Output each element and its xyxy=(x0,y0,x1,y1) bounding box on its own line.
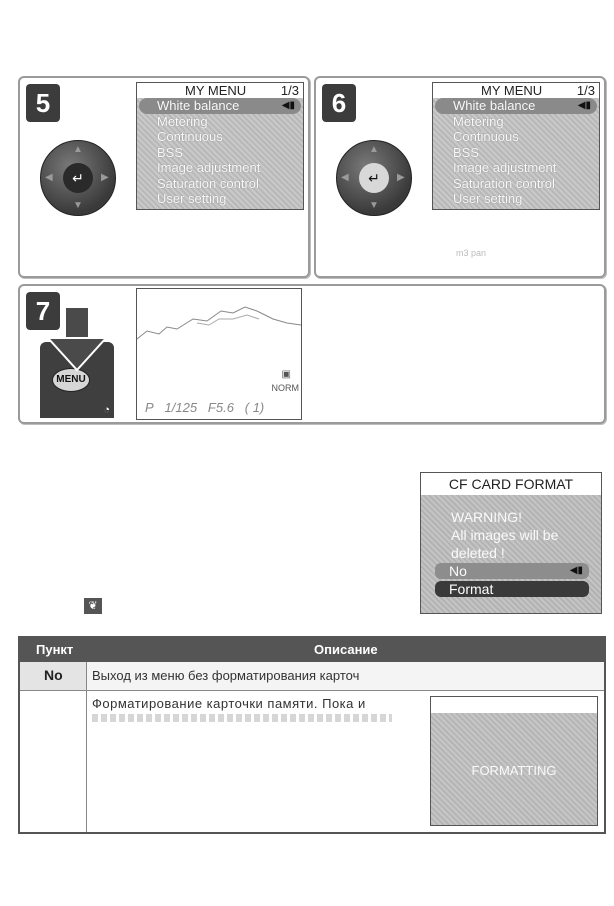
cf-card-format-screen xyxy=(420,472,602,614)
arrow-up-icon: ▲ xyxy=(369,144,379,155)
quality-label: NORM xyxy=(271,383,299,393)
menu-item-selected[interactable]: White balance ◀▮ xyxy=(435,98,597,114)
menu-item[interactable]: Image adjustment xyxy=(157,160,261,175)
format-title: CF CARD FORMAT xyxy=(421,473,601,495)
menu-button[interactable]: MENU xyxy=(52,368,90,392)
warning-line-1: WARNING! xyxy=(451,509,523,525)
menu-item[interactable]: Saturation control xyxy=(453,175,555,191)
multi-selector-dpad[interactable] xyxy=(40,140,116,216)
shutter-speed: 1/125 xyxy=(164,400,198,415)
option-no[interactable]: No ◀▮ xyxy=(435,563,589,579)
self-timer-icon: ◔ xyxy=(103,404,110,416)
arrow-right-icon: ▶ xyxy=(101,172,109,183)
step-number-6: 6 xyxy=(322,84,356,122)
enter-icon: ◀▮ xyxy=(569,565,583,576)
monitor-viewfinder xyxy=(136,288,302,420)
menu-item[interactable]: Saturation control xyxy=(157,175,259,191)
step5-panel xyxy=(18,76,310,278)
enter-button-icon[interactable]: ↵ xyxy=(359,163,389,193)
formatting-text: FORMATTING xyxy=(471,763,557,778)
arrow-up-icon: ▲ xyxy=(73,144,83,155)
menu-item[interactable]: Metering xyxy=(157,113,208,129)
step-number-7: 7 xyxy=(26,292,60,330)
formatting-screen xyxy=(430,696,598,826)
shooting-info xyxy=(145,400,264,415)
step7-panel xyxy=(18,284,606,424)
menu-page: 1/3 xyxy=(576,83,595,98)
option-format[interactable]: Format xyxy=(435,581,589,597)
arrow-left-icon: ◀ xyxy=(341,172,349,183)
arrow-down-icon: ▼ xyxy=(73,200,83,211)
options-table xyxy=(18,636,606,834)
header-item: Пункт xyxy=(36,642,74,657)
my-menu-screen xyxy=(432,82,600,210)
arrow-left-icon: ◀ xyxy=(45,172,53,183)
row-divider xyxy=(20,690,604,691)
arrow-right-icon: ▶ xyxy=(397,172,405,183)
header-description: Описание xyxy=(314,642,378,657)
menu-title: MY MENU xyxy=(185,83,247,98)
menu-item[interactable]: Image adjustment xyxy=(453,160,557,175)
row1-description: Выход из меню без форматирования карточ xyxy=(92,668,360,683)
step6-panel xyxy=(314,76,606,278)
table-header xyxy=(20,638,604,662)
my-menu-screen xyxy=(136,82,304,210)
multi-selector-dpad[interactable] xyxy=(336,140,412,216)
menu-item[interactable]: BSS xyxy=(157,144,184,160)
menu-item[interactable]: Metering xyxy=(453,113,504,129)
menu-item[interactable]: User setting xyxy=(453,191,523,206)
enter-icon: ◀▮ xyxy=(577,100,591,111)
row2-description: Форматирование карточки памяти. Пока и xyxy=(92,696,366,711)
menu-item[interactable]: Continuous xyxy=(453,129,519,144)
menu-list xyxy=(433,98,599,209)
menu-item[interactable]: User setting xyxy=(157,191,227,206)
menu-title: MY MENU xyxy=(481,83,543,98)
menu-page: 1/3 xyxy=(280,83,299,98)
menu-list xyxy=(137,98,303,209)
menu-item-selected[interactable]: White balance ◀▮ xyxy=(139,98,301,114)
menu-item[interactable]: Continuous xyxy=(157,129,223,144)
card-icon: ▣ xyxy=(281,369,291,380)
step-number-5: 5 xyxy=(26,84,60,122)
aperture: F5.6 xyxy=(207,400,234,415)
exposure-mode: P xyxy=(145,400,154,415)
frames-remaining: ( 1) xyxy=(244,400,265,415)
menu-item[interactable]: BSS xyxy=(453,144,480,160)
note-icon: ❦ xyxy=(84,598,102,614)
arrow-down-icon: ▼ xyxy=(369,200,379,211)
row1-item: No xyxy=(44,667,63,683)
enter-icon: ◀▮ xyxy=(281,100,295,111)
press-arrow-icon xyxy=(42,308,112,378)
warning-line-2: All images will be xyxy=(451,527,559,543)
faint-caption: m3 pan xyxy=(456,248,487,258)
warning-line-3: deleted ! xyxy=(451,545,505,561)
row2-faint-text xyxy=(92,714,392,722)
enter-button-icon[interactable]: ↵ xyxy=(63,163,93,193)
